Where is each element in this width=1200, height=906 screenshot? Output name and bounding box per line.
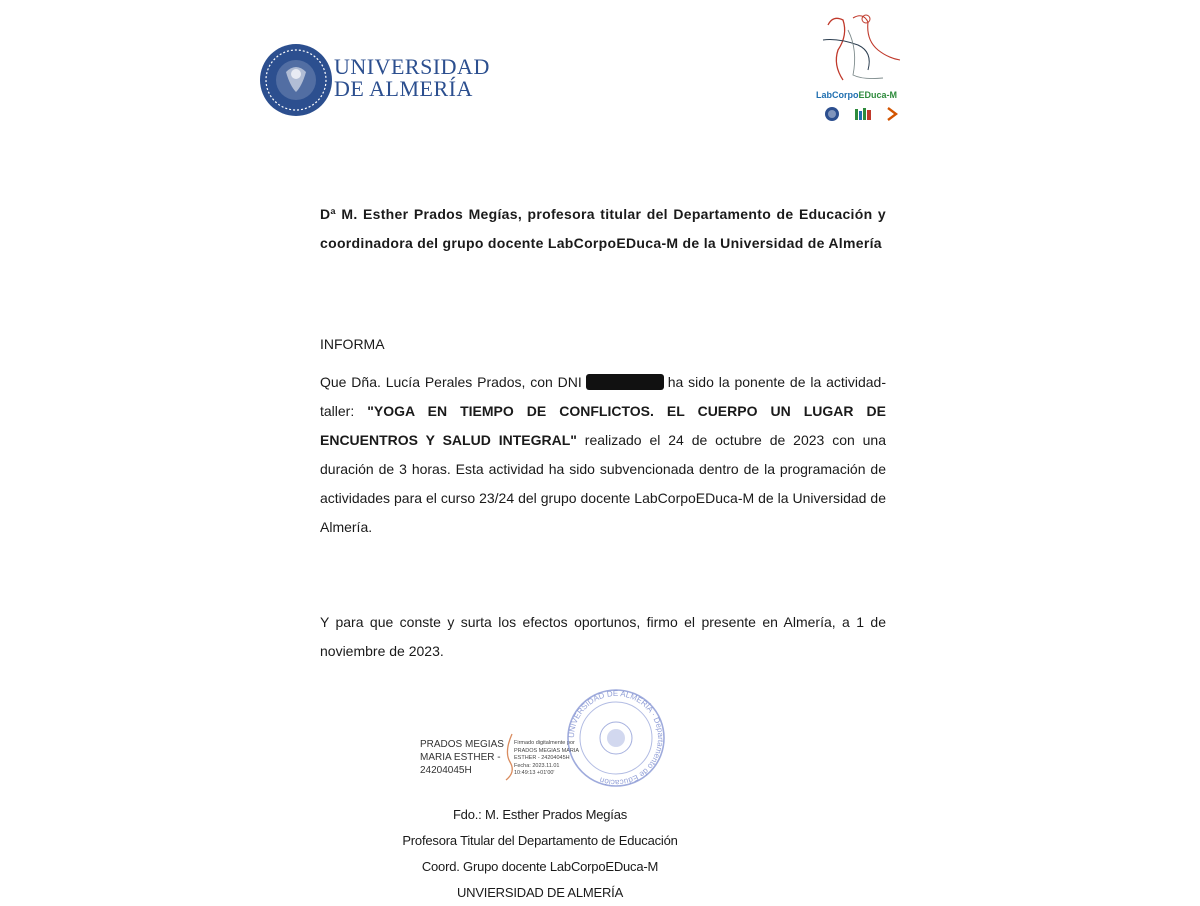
footer-line2: Profesora Titular del Departamento de Educación [402,833,678,848]
signer-line1: PRADOS MEGIAS [420,739,504,750]
footer-line3: Coord. Grupo docente LabCorpoEDuca-M [421,859,659,874]
department-stamp-icon [560,686,672,790]
letter-heading: INFORMA [320,336,385,352]
signer-line2: MARIA ESTHER - [420,752,501,763]
stamp-text: UNIVERSIDAD DE ALMERÍA · Departamento de Educación [566,688,666,788]
signer-line3: 24204045H [420,765,472,776]
digital-line1: Firmado digitalmente por [514,740,575,746]
chevron-right-icon [886,107,898,121]
body-part1: Que Dña. Lucía Perales Prados, con DNI [320,374,582,390]
bars-icon [854,107,872,121]
activity-title: "YOGA EN TIEMPO DE CONFLICTOS. EL CUERPO UN LUGAR DE ENCUENTROS Y SALUD INTEGRAL" [320,403,886,448]
footer-line1: Fdo.: M. Esther Prados Megías [452,807,628,822]
lab-name-part2: EDuca-M [858,90,898,100]
digital-line3: ESTHER - 24204045H [514,755,570,762]
lab-logo [808,10,908,130]
body-part3: realizado el 24 de octubre de 2023 con una duración de 3 horas. Esta actividad ha sido subvencionada dentro de la programación de actividades para el curso 23/24 del grupo docente LabCorpoEDuca-M de la Universidad de Almería. [320,432,887,535]
ual-small-seal-icon [824,106,840,122]
footer-line4: UNVIERSIDAD DE ALMERÍA [456,885,624,900]
body-part2: ha sido la ponente de la actividad-taller: [320,374,886,419]
letter-intro: Dª M. Esther Prados Megías, profesora titular del Departamento de Educación y coordinadora del grupo docente LabCorpoEDuca-M de la Universidad de Almería [320,206,886,251]
digital-line5: 10:49:13 +01'00' [514,770,555,777]
university-name-line2: DE ALMERÍA [334,76,473,101]
signature-footer [380,802,700,906]
letter-closing: Y para que conste y surta los efectos oportunos, firmo el presente en Almería, a 1 de noviembre de 2023. [320,614,886,659]
university-name-line1: UNIVERSIDAD [334,54,490,79]
lab-name [816,90,897,100]
lab-figure-icon [808,10,908,90]
university-logo [258,42,498,122]
university-name [334,56,490,100]
lab-partner-icons [824,106,898,122]
lab-name-part1: LabCorpo [816,90,859,100]
letter-body [320,368,886,542]
redacted-dni [586,374,664,390]
digital-line2: PRADOS MEGIAS MARIA [514,747,580,754]
university-seal-icon [258,42,334,118]
digital-line4: Fecha: 2023.11.01 [514,762,560,769]
